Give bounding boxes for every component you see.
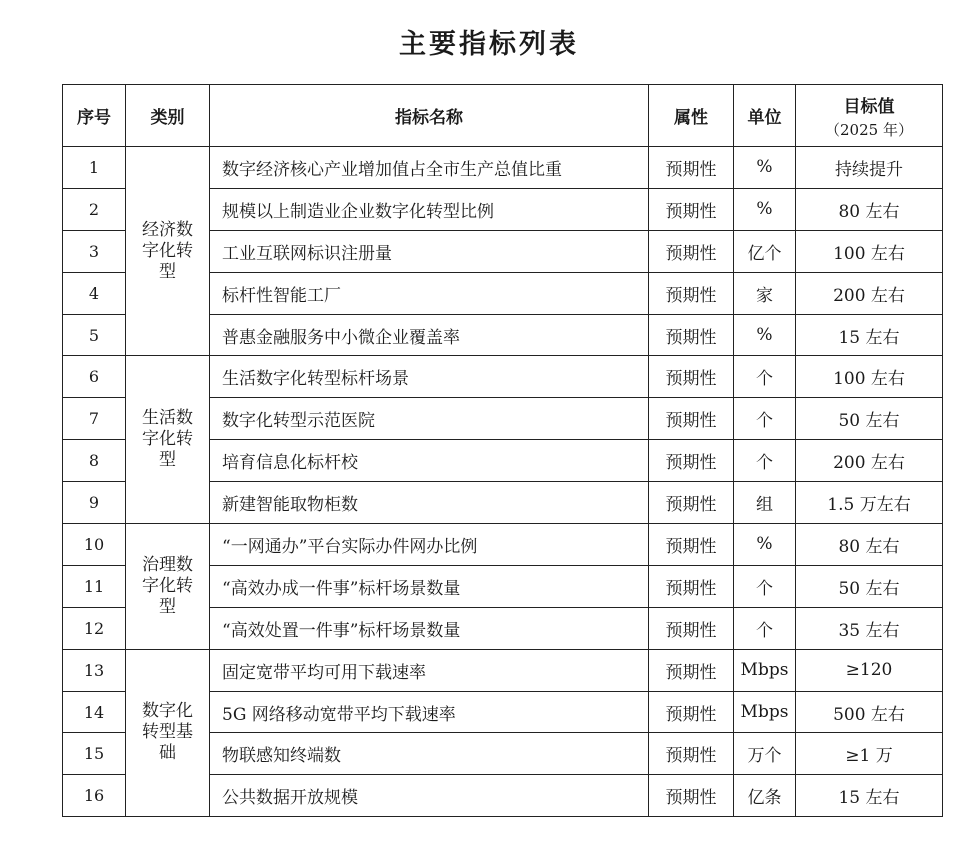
category-label: 经济数字化转型 (142, 219, 193, 282)
category-label: 治理数字化转型 (142, 554, 193, 617)
cell-name: 物联感知终端数 (210, 733, 649, 775)
cell-target: 1.5 万左右 (796, 482, 943, 524)
cell-unit: 个 (734, 565, 796, 607)
cell-attr: 预期性 (649, 691, 734, 733)
cell-category (126, 356, 210, 524)
cell-unit: 个 (734, 398, 796, 440)
cell-seq: 1 (63, 147, 126, 189)
cell-name: 数字经济核心产业增加值占全市生产总值比重 (210, 147, 649, 189)
cell-unit: % (734, 188, 796, 230)
cell-unit: 家 (734, 272, 796, 314)
category-label: 生活数字化转型 (142, 408, 193, 471)
header-name: 指标名称 (210, 85, 649, 147)
cell-attr: 预期性 (649, 398, 734, 440)
table-row (63, 356, 943, 398)
table-row (63, 649, 943, 691)
cell-seq: 10 (63, 524, 126, 566)
cell-name: 工业互联网标识注册量 (210, 230, 649, 272)
cell-unit: 个 (734, 356, 796, 398)
cell-seq: 6 (63, 356, 126, 398)
cell-name: 生活数字化转型标杆场景 (210, 356, 649, 398)
cell-category (126, 147, 210, 356)
cell-unit: 万个 (734, 733, 796, 775)
cell-attr: 预期性 (649, 565, 734, 607)
cell-seq: 12 (63, 607, 126, 649)
cell-unit: % (734, 524, 796, 566)
cell-unit: % (734, 314, 796, 356)
cell-name: 公共数据开放规模 (210, 775, 649, 817)
cell-seq: 9 (63, 482, 126, 524)
cell-attr: 预期性 (649, 272, 734, 314)
cell-unit: 亿个 (734, 230, 796, 272)
cell-target: 500 左右 (796, 691, 943, 733)
table-row (63, 147, 943, 189)
cell-seq: 7 (63, 398, 126, 440)
cell-attr: 预期性 (649, 649, 734, 691)
cell-attr: 预期性 (649, 482, 734, 524)
cell-attr: 预期性 (649, 607, 734, 649)
header-target-label: 目标值 (843, 96, 895, 117)
indicator-table (62, 84, 943, 817)
header-target (796, 85, 943, 147)
cell-name: 新建智能取物柜数 (210, 482, 649, 524)
header-target-year: （2025 年） (825, 120, 913, 139)
cell-seq: 14 (63, 691, 126, 733)
cell-target: 持续提升 (796, 147, 943, 189)
page-title: 主要指标列表 (399, 29, 579, 60)
cell-name: 标杆性智能工厂 (210, 272, 649, 314)
cell-attr: 预期性 (649, 356, 734, 398)
cell-target: 100 左右 (796, 356, 943, 398)
header-category: 类别 (126, 85, 210, 147)
table-header-row (63, 85, 943, 147)
cell-name: 数字化转型示范医院 (210, 398, 649, 440)
cell-target: 80 左右 (796, 524, 943, 566)
cell-name: “一网通办”平台实际办件网办比例 (210, 524, 649, 566)
cell-name: 固定宽带平均可用下载速率 (210, 649, 649, 691)
cell-seq: 3 (63, 230, 126, 272)
header-attr: 属性 (649, 85, 734, 147)
cell-attr: 预期性 (649, 733, 734, 775)
cell-unit: Mbps (734, 691, 796, 733)
cell-target: ≥1 万 (796, 733, 943, 775)
cell-name: “高效处置一件事”标杆场景数量 (210, 607, 649, 649)
cell-seq: 11 (63, 565, 126, 607)
cell-seq: 4 (63, 272, 126, 314)
cell-attr: 预期性 (649, 314, 734, 356)
cell-target: 50 左右 (796, 565, 943, 607)
cell-target: 15 左右 (796, 775, 943, 817)
cell-seq: 16 (63, 775, 126, 817)
cell-category (126, 649, 210, 817)
cell-target: 80 左右 (796, 188, 943, 230)
cell-name: 培育信息化标杆校 (210, 440, 649, 482)
cell-target: 200 左右 (796, 272, 943, 314)
cell-unit: 个 (734, 440, 796, 482)
cell-target: 100 左右 (796, 230, 943, 272)
cell-target: ≥120 (796, 649, 943, 691)
cell-target: 200 左右 (796, 440, 943, 482)
cell-target: 50 左右 (796, 398, 943, 440)
cell-unit: 组 (734, 482, 796, 524)
cell-attr: 预期性 (649, 188, 734, 230)
cell-seq: 15 (63, 733, 126, 775)
cell-name: 规模以上制造业企业数字化转型比例 (210, 188, 649, 230)
category-label: 数字化转型基础 (142, 701, 193, 764)
cell-seq: 2 (63, 188, 126, 230)
cell-target: 15 左右 (796, 314, 943, 356)
cell-seq: 13 (63, 649, 126, 691)
table-row (63, 524, 943, 566)
cell-name: “高效办成一件事”标杆场景数量 (210, 565, 649, 607)
cell-seq: 8 (63, 440, 126, 482)
cell-unit: Mbps (734, 649, 796, 691)
cell-attr: 预期性 (649, 775, 734, 817)
cell-name: 普惠金融服务中小微企业覆盖率 (210, 314, 649, 356)
cell-unit: % (734, 147, 796, 189)
cell-unit: 亿条 (734, 775, 796, 817)
cell-attr: 预期性 (649, 524, 734, 566)
cell-name: 5G 网络移动宽带平均下载速率 (210, 691, 649, 733)
cell-category (126, 524, 210, 650)
cell-attr: 预期性 (649, 440, 734, 482)
header-seq: 序号 (63, 85, 126, 147)
cell-unit: 个 (734, 607, 796, 649)
cell-attr: 预期性 (649, 147, 734, 189)
cell-attr: 预期性 (649, 230, 734, 272)
header-unit: 单位 (734, 85, 796, 147)
cell-seq: 5 (63, 314, 126, 356)
cell-target: 35 左右 (796, 607, 943, 649)
